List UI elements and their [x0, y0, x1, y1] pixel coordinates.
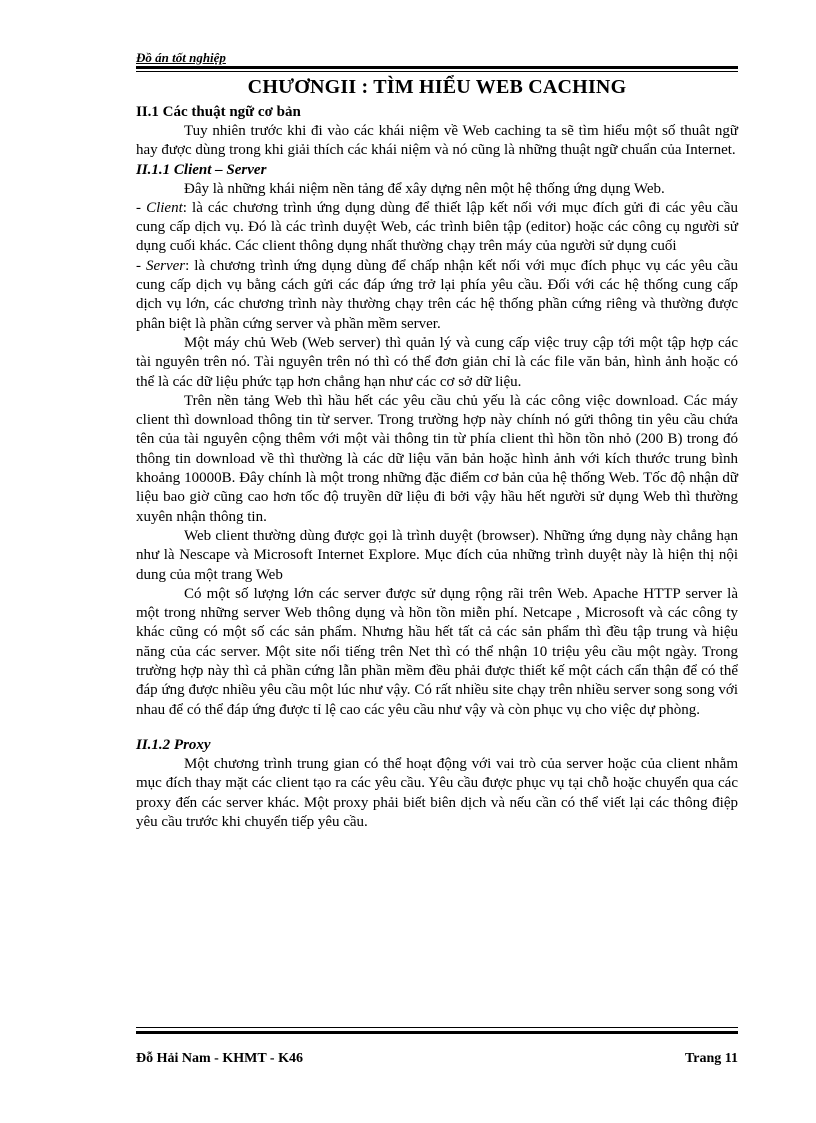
server-definition-text: : là chương trình ứng dụng dùng để chấp nhận kết nối với mục đích phục vụ các yêu cầu cung cấp dịch vụ bằng cách gửi các đáp ứng trở lại phía yêu cầu. Đối với các hệ thống cung cấp dịch vụ lớn, các chương trình này thường chạy trên các hệ thống phần cứng riêng và thường được phân biệt là phần cứng server và phần mềm server.	[136, 257, 739, 332]
footer-rule-thin	[136, 1027, 738, 1028]
footer-rule-thick	[136, 1031, 738, 1034]
client-term: Client	[146, 199, 183, 216]
server-term: Server	[145, 257, 186, 274]
subsection-heading-proxy: II.1.2 Proxy	[136, 736, 211, 753]
footer-page-number: Trang 11	[684, 1051, 738, 1066]
header-rule-thin	[136, 71, 738, 72]
footer-author: Đỗ Hải Nam - KHMT - K46	[136, 1051, 303, 1066]
proxy-paragraph: Một chương trình trung gian có thể hoạt động với vai trò của server hoặc của client nhằm mục đích thay mặt các client tạo ra các yêu cầu. Yêu cầu được phục vụ tại chỗ hoặc chuyển qua các proxy đến các server khác. Một proxy phải biết biên dịch và nếu cần có thể viết lại các thông điệp yêu cầu trước khi chuyển tiếp yêu cầu.	[136, 755, 738, 830]
header-rule-thick	[136, 66, 738, 69]
servers-paragraph: Có một số lượng lớn các server được sử dụng rộng rãi trên Web. Apache HTTP server là một trong những server Web thông dụng và hồn tồn miễn phí. Netcape , Microsoft và các công ty khác cũng có một số các sản phẩm. Nhưng hầu hết tất cả các sản phẩm thì đều tập trung và hiệu năng của các server. Một site nổi tiếng trên Net thì có thể nhận 10 triệu yêu cầu một ngày. Trong trường hợp này thì cả phần cứng lẫn phần mềm đều phải được thiết kế một cách cẩn thận để có thể đáp ứng được nhiều yêu cầu một lúc như vậy. Có rất nhiều site chạy trên nhiều server song song với nhau để có thể đáp ứng được tỉ lệ cao các yêu cầu như vậy và còn phục vụ cho việc dự phòng.	[136, 585, 738, 718]
web-client-paragraph: Web client thường dùng được gọi là trình duyệt (browser). Những ứng dụng này chẳng hạn như là Nescape và Microsoft Internet Explore. Mục đích của những trình duyệt này là hiện thị nội dung của một trang Web	[136, 527, 738, 583]
page-content	[136, 76, 738, 832]
subsection-heading-client-server: II.1.1 Client – Server	[136, 161, 267, 178]
document-header-title: Đồ án tốt nghiệp	[136, 50, 226, 65]
client-server-paragraph: Đây là những khái niệm nền tảng để xây dựng nên một hệ thống ứng dụng Web.	[184, 180, 665, 197]
web-server-paragraph: Một máy chủ Web (Web server) thì quản lý và cung cấp việc truy cập tới một tập hợp các tài nguyên trên nó. Tài nguyên trên nó thì có thể đơn giản chỉ là các file văn bản, hình ảnh hoặc có thể là các dữ liệu phức tạp hơn chẳng hạn như các cơ sở dữ liệu.	[136, 334, 738, 390]
section-intro-paragraph: Tuy nhiên trước khi đi vào các khái niệm về Web caching ta sẽ tìm hiểu một số thuât ngữ hay được dùng trong khi giải thích các khái niệm và nó cũng là những thuật ngữ chuẩn của Internet.	[136, 123, 738, 159]
section-heading: II.1 Các thuật ngữ cơ bản	[136, 104, 301, 120]
client-definition-text: : là các chương trình ứng dụng dùng để thiết lập kết nối với mục đích gửi đi các yêu cầu cung cấp dịch vụ. Đó là các trình duyệt Web, các trình biên tập (editor) hoặc các công cụ người sử dụng cuối khác. Các client thông dụng nhất thường chạy trên máy của người sử dụng cuối	[136, 199, 738, 255]
server-definition: - Server: là chương trình ứng dụng dùng để chấp nhận kết nối với mục đích phục vụ các yêu cầu cung cấp dịch vụ bằng cách gửi các đáp ứng trở lại phía yêu cầu. Đối với các hệ thống cung cấp dịch vụ lớn, các chương trình này thường chạy trên các hệ thống phần cứng riêng và thường được phân biệt là phần cứng server và phần mềm server.	[136, 257, 739, 332]
section-spacer	[136, 720, 738, 736]
chapter-title: CHƯƠNGII : TÌM HIỂU WEB CACHING	[247, 76, 627, 98]
client-definition: - Client: là các chương trình ứng dụng dùng để thiết lập kết nối với mục đích gửi đi các yêu cầu cung cấp dịch vụ. Đó là các trình duyệt Web, các trình biên tập (editor) hoặc các công cụ người sử dụng cuối khác. Các client thông dụng nhất thường chạy trên máy của người sử dụng cuối	[136, 199, 738, 255]
download-paragraph: Trên nền tảng Web thì hầu hết các yêu cầu chủ yếu là các công việc download. Các máy client thì download thông tin từ server. Trong trường hợp này chính nó gửi thông tin yêu cầu chứa tên của tài nguyên cộng thêm với một vài thông tin từ phía client thì hồn tồn nhỏ (200 B) trong đó thông tin download về thì thường là các dữ liệu văn bản hoặc hình ảnh với kích thước trung bình khoảng 10000B. Đây chính là một trong những đặc điểm cơ bản của hệ thống Web. Tốc độ nhận dữ liệu bao giờ cũng cao hơn tốc độ truyền dữ liệu đi bởi vậy hầu hết người sử dụng Web thì thường xuyên nhận thông tin.	[136, 392, 738, 525]
